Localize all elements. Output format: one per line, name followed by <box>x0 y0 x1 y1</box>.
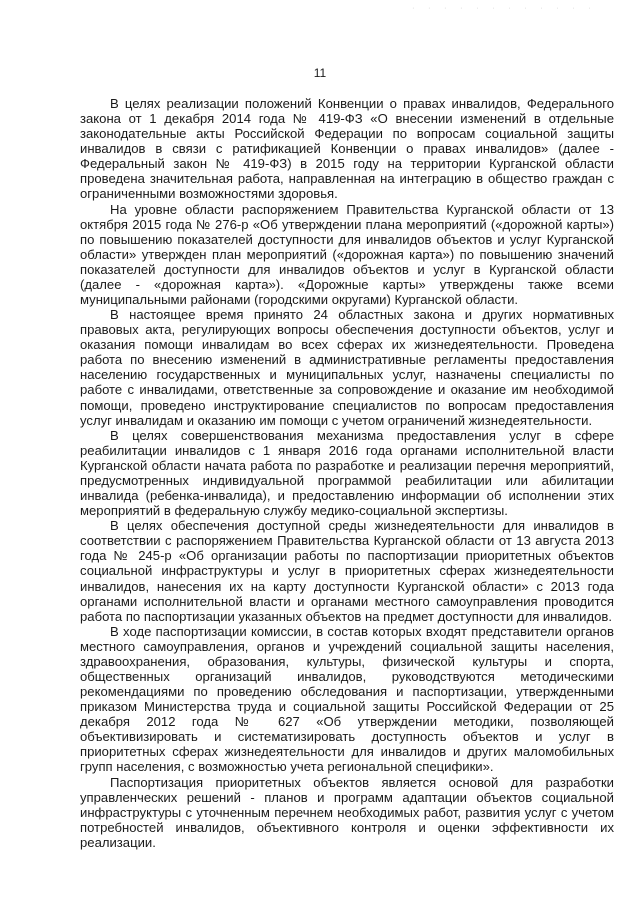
page-number: 11 <box>313 66 327 80</box>
scan-artifact-marks: · · · · · · · · · · · · <box>411 6 596 12</box>
paragraph-1: В целях реализации положений Конвенции о правах инвалидов, Федерального закона от 1 декабря 2014 года № 419-ФЗ «О внесении изменений в отдельные законодательные акты Российской Федерации по вопросам социальной защиты инвалидов в связи с ратификацией Конвенции о правах инвалидов» (далее - Федеральный закон № 419-ФЗ) в 2015 году на территории Курганской области проведена значительная работа, направленная на интеграцию в общество граждан с ограниченными возможностями здоровья. <box>80 96 614 202</box>
paragraph-3: В настоящее время принято 24 областных закона и других нормативных правовых акта, регулирующих вопросы обеспечения доступности объектов, услуг и оказания помощи инвалидам во всех сферах их жизнедеятельности. Проведена работа по внесению изменений в административные регламенты предоставления населению государственных и муниципальных услуг, назначены специалисты по работе с инвалидами, ответственные за сопровождение и оказание им необходимой помощи, проведено инструктирование специалистов по вопросам предоставления услуг инвалидам и оказанию им помощи с учетом ограничений жизнедеятельности. <box>80 307 614 428</box>
paragraph-6: В ходе паспортизации комиссии, в состав которых входят представители органов местного самоуправления, органов и учреждений социальной защиты населения, здравоохранения, образования, культуры, физической культуры и спорта, общественных организаций инвалидов, руководствуются методическими рекомендациями по проведению обследования и паспортизации, утвержденными приказом Министерства труда и социальной защиты Российской Федерации от 25 декабря 2012 года № 627 «Об утверждении методики, позволяющей объективизировать и систематизировать доступность объектов и услуг в приоритетных сферах жизнедеятельности для инвалидов и других маломобильных групп населения, с возможностью учета региональной специфики». <box>80 623 614 775</box>
paragraph-7: Паспортизация приоритетных объектов является основой для разработки управленческих решений - планов и программ адаптации объектов социальной инфраструктуры с уточненным перечнем необходимых работ, развития услуг с учетом потребностей инвалидов, объективного контроля и оценки эффективности их реализации. <box>80 774 614 850</box>
paragraph-4: В целях совершенствования механизма предоставления услуг в сфере реабилитации инвалидов с 1 января 2016 года органами исполнительной власти Курганской области начата работа по разработке и реализации перечня мероприятий, предусмотренных индивидуальной программой реабилитации или абилитации инвалида (ребенка-инвалида), и предоставлению информации об исполнении этих мероприятий в федеральную службу медико-социальной экспертизы. <box>80 427 614 519</box>
paragraph-2: На уровне области распоряжением Правительства Курганской области от 13 октября 2015 года № 276-р «Об утверждении плана мероприятий («дорожной карты») по повышению показателей доступности для инвалидов объектов и услуг Курганской области» утвержден план мероприятий («дорожная карта») по повышению значений показателей доступности для инвалидов объектов и услуг в Курганской области (далее - «дорожная карта»). «Дорожные карты» утверждены также всеми муниципальными районами (городскими округами) Курганской области. <box>80 201 614 308</box>
paragraph-5: В целях обеспечения доступной среды жизнедеятельности для инвалидов в соответствии с распоряжением Правительства Курганской области от 13 августа 2013 года № 245-р «Об организации работы по паспортизации приоритетных объектов социальной инфраструктуры и услуг в приоритетных сферах жизнедеятельности инвалидов, нанесения их на карту доступности Курганской области» с 2013 года органами исполнительной власти и органами местного самоуправления проводится работа по паспортизации указанных объектов на предмет доступности для инвалидов. <box>80 518 614 624</box>
document-body <box>80 96 614 850</box>
